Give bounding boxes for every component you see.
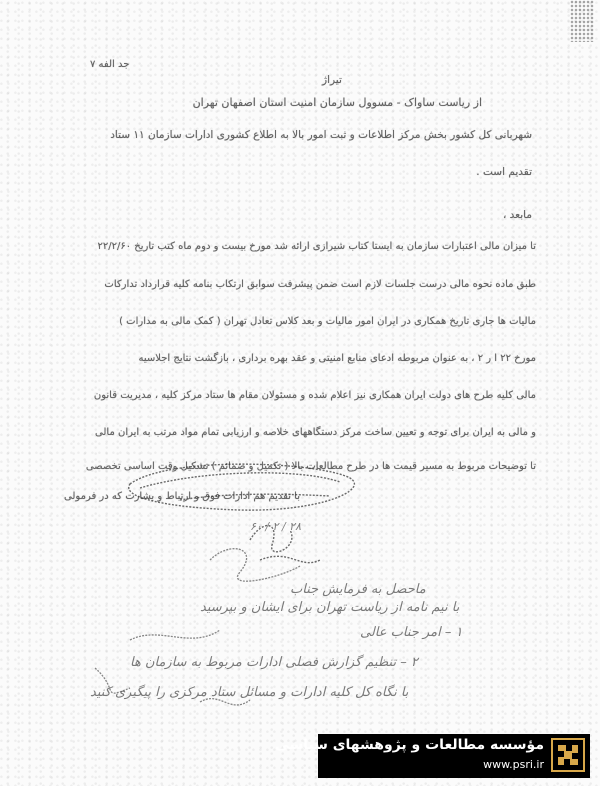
note-line-1: ماحصل به فرمایش جناب — [290, 582, 426, 597]
body-line-7: مورخ ۲۲ ا ر ۲ ، به عنوان مربوطه ادعای منابع امنیتی و عقد بهره برداری ، بازگشت نتایج اجلاسیه — [138, 353, 536, 364]
header-reference: جد الفه ٧ — [90, 59, 130, 70]
body-line-1: شهربانی کل کشور بخش مرکز اطلاعات و ثبت امور بالا به اطلاع کشوری ادارات سازمان ۱۱ ستاد — [110, 129, 532, 141]
body-line-2: تقدیم است . — [476, 166, 532, 178]
body-line-6: مالیات ها جاری تاریخ همکاری در ایران امور مالیات و بعد کلاس تعادل تهران ( کمک مالی به مدارات ) — [119, 316, 536, 327]
subject-line: از ریاست ساواک - مسوول سازمان امنیت استان اصفهان تهران — [192, 96, 482, 109]
institute-name: مؤسسه مطالعات و پژوهشهای سیاسی — [275, 737, 544, 753]
body-line-11: با تقدیم هم ادارات فوق و ارتباط و بشارت که در فرمولی — [64, 491, 300, 502]
body-line-4: تا میزان مالی اعتبارات سازمان به ایستا کتاب شیرازی ارائه شد مورخ بیست و دوم ماه کتب تاریخ ۲۲/۲/۶۰ — [97, 241, 536, 252]
note-line-2: با نیم نامه از ریاست تهران برای ایشان و بپرسید — [200, 600, 460, 615]
body-line-9: و مالی به ایران برای توجه و تعیین ساخت مرکز دستگاههای خلاصه و ارزیابی تمام مواد مرتب به ایران مالی — [95, 427, 536, 438]
body-line-3: مابعد ، — [502, 209, 532, 221]
note-line-3: ۱ – امر جناب عالی — [360, 625, 463, 640]
institute-url[interactable]: www.psri.ir — [483, 758, 544, 771]
institute-logo-icon — [550, 737, 586, 773]
note-line-4: ۲ – تنظیم گزارش فصلی ادارات مربوط به سازمان ها — [130, 655, 418, 670]
signature-date: ۲۸ / ۲ / ۶۰ — [250, 520, 301, 533]
body-line-10: تا توضیحات مربوط به مسیر قیمت ها در طرح مطالعات بالا ( تکمیل و ضمائم ) تشکیل وقت اساسی تخصصی — [85, 461, 536, 472]
body-line-5: طبق ماده نحوه مالی درست جلسات لازم است ضمن پیشرفت سوابق ارتکاب بنامه کلیه قرارداد تدارکات — [104, 279, 536, 290]
note-line-5: با نگاه کل کلیه ادارات و مسائل ستاد مرکزی را پیگیری کنید — [90, 685, 409, 700]
institute-watermark — [275, 734, 590, 778]
body-line-8: مالی کلیه طرح های دولت ایران همکاری نیز اعلام شده و مسئولان مقام ها ستاد مرکز کلیه ، مدیریت قانون — [93, 390, 536, 401]
stamp-word: تیراژ — [322, 74, 342, 86]
